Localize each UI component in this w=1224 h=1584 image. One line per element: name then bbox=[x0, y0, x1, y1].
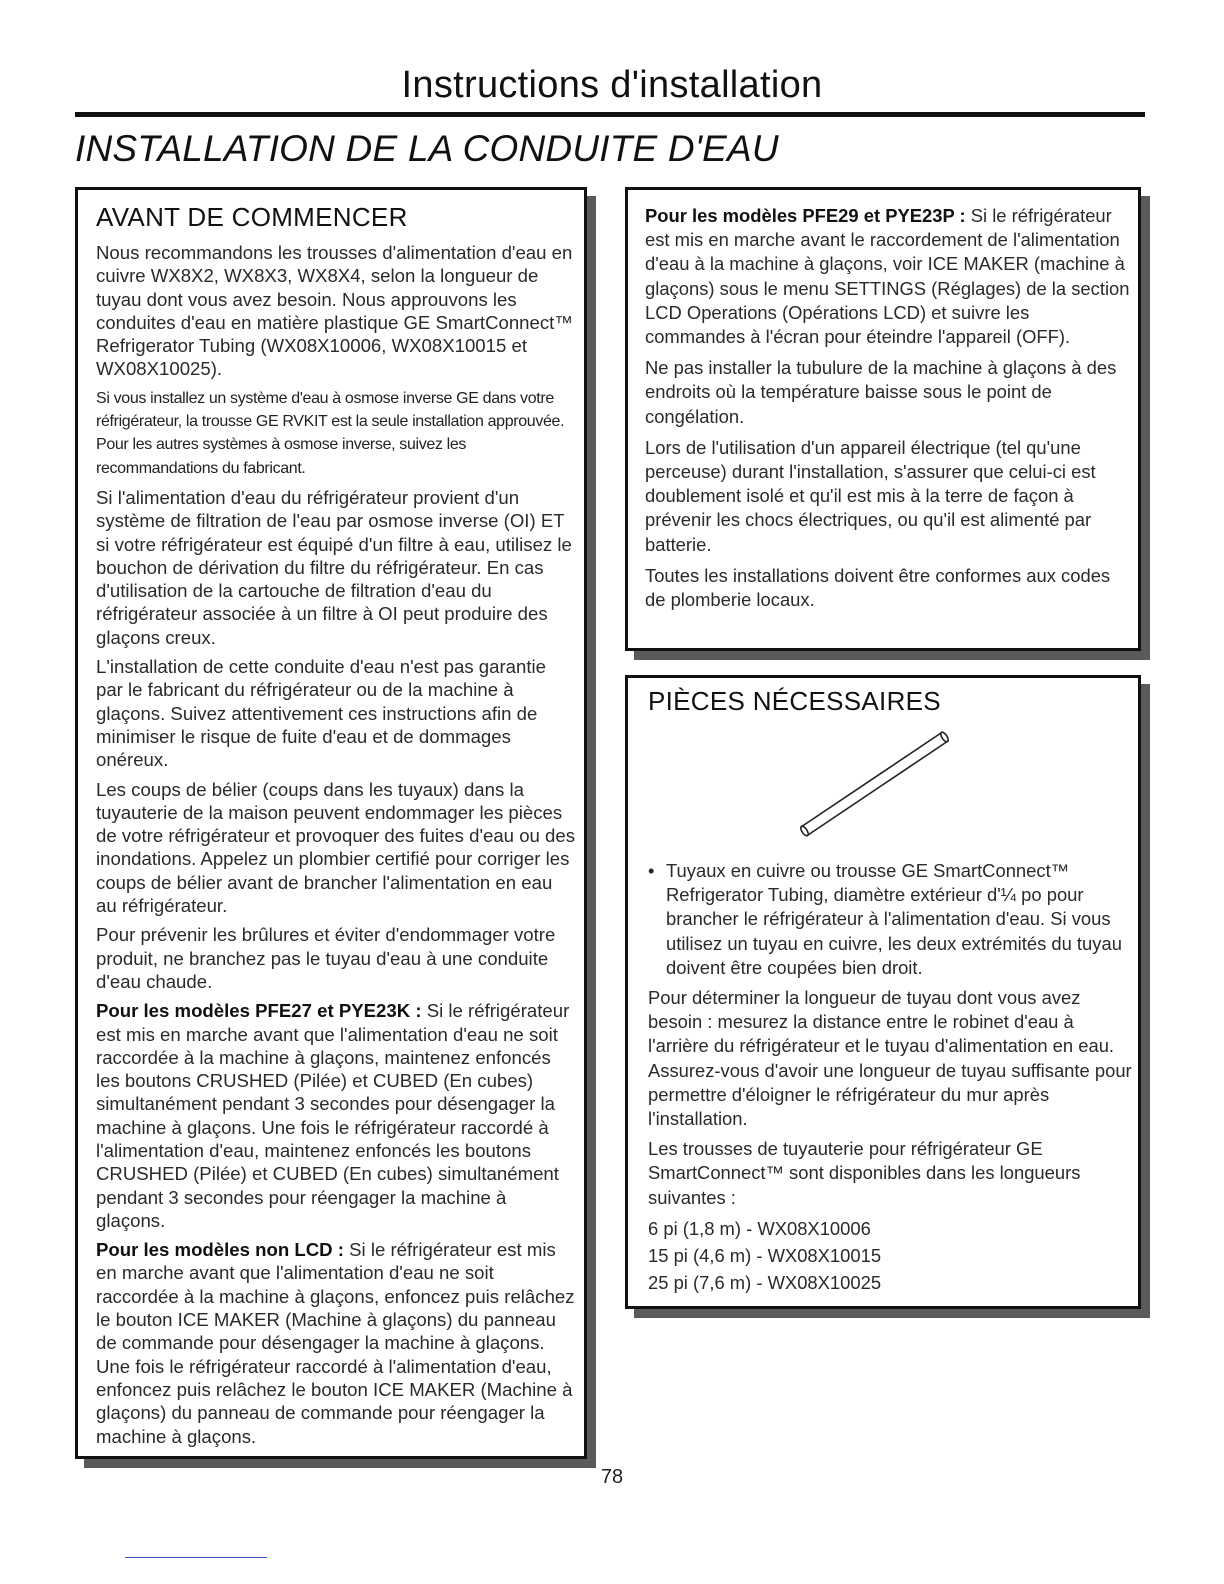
freezing-location-paragraph: Ne pas installer la tubulure de la machine à glaçons à des endroits où la température baisse sous le point de congélation. bbox=[645, 357, 1117, 427]
warranty-paragraph: L'installation de cette conduite d'eau n'est pas garantie par le fabricant du réfrigérateur ou de la machine à glaçons. Suivez attentivement ces instructions afin de minimiser le risque de fuite d'eau et de dommages onéreux. bbox=[96, 656, 546, 771]
non-lcd-label: Pour les modèles non LCD : bbox=[96, 1239, 344, 1261]
recommended-kits-paragraph: Nous recommandons les trousses d'alimentation d'eau en cuivre WX8X2, WX8X3, WX8X4, selon la longueur de tuyau dont vous avez besoin. Nous approuvons les conduites d'eau en matière plastique GE SmartConnect™ Refrigerator Tubing (WX08X10006, WX08X10015 et WX08X10025). bbox=[96, 242, 573, 380]
bullet-marker: • bbox=[648, 860, 655, 881]
tubing-description: Tuyaux en cuivre ou trousse GE SmartConnect™ Refrigerator Tubing, diamètre extérieur d'¼ po pour brancher le réfrigérateur à l'alimentation d'eau. Si vous utilisez un tuyau en cuivre, les deux extrémités du tuyau doivent être coupées bien droit. bbox=[666, 860, 1122, 978]
pfe27-pye23k-label: Pour les modèles PFE27 et PYE23K : bbox=[96, 1000, 422, 1022]
reverse-osmosis-kit-paragraph: Si vous installez un système d'eau à osmose inverse GE dans votre réfrigérateur, la trousse GE RVKIT est la seule installation approuvée. Pour les autres systèmes à osmose inverse, suivez les recommandations du fabricant. bbox=[96, 389, 565, 477]
footer-rule bbox=[125, 1557, 267, 1558]
tube-length-paragraph: Pour déterminer la longueur de tuyau dont vous avez besoin : mesurez la distance entre le robinet d'eau à l'arrière du réfrigérateur et le tuyau d'alimentation en eau. Assurez-vous d'avoir une longueur de tuyau suffisante pour permettre d'éloigner le réfrigérateur du mur après l'installation. bbox=[648, 987, 1132, 1130]
filter-bypass-paragraph: Si l'alimentation d'eau du réfrigérateur provient d'un système de filtration de l'eau par osmose inverse (OI) ET si votre réfrigérateur est équipé d'un filtre à eau, utilisez le bouchon de dérivation du filtre du réfrigérateur. En cas d'utilisation de la cartouche de filtration d'eau du réfrigérateur associée à un filtre à OI peut produire des glaçons creux. bbox=[96, 486, 572, 648]
parts-needed-box bbox=[625, 675, 1141, 1309]
before-you-begin-box bbox=[75, 187, 587, 1459]
kit-length-line: 6 pi (1,8 m) - WX08X10006 bbox=[648, 1217, 871, 1239]
before-you-begin-heading: AVANT DE COMMENCER bbox=[96, 202, 408, 232]
pfe29-pye23p-paragraph bbox=[645, 204, 1132, 349]
kit-lengths-intro: Les trousses de tuyauterie pour réfrigérateur GE SmartConnect™ sont disponibles dans les longueurs suivantes : bbox=[648, 1138, 1081, 1208]
pfe27-pye23k-text: Si le réfrigérateur est mis en marche avant que l'alimentation d'eau ne soit raccordée à la machine à glaçons, maintenez enfoncés les boutons CRUSHED (Pilée) et CUBED (En cubes) simultanément pendant 3 secondes pour désengager la machine à glaçons. Une fois le réfrigérateur raccordé à l'alimentation d'eau, maintenez enfoncés les boutons CRUSHED (Pilée) et CUBED (En cubes) simultanément pendant 3 secondes pour réengager la machine à glaçons. bbox=[96, 1000, 570, 1231]
pfe29-pye23p-text: Si le réfrigérateur est mis en marche avant le raccordement de l'alimentation d'eau à la machine à glaçons, voir ICE MAKER (machine à glaçons) sous le menu SETTINGS (Réglages) de la section LCD Operations (Opérations LCD) et suivre les commandes à l'écran pour éteindre l'appareil (OFF). bbox=[645, 205, 1130, 348]
electrical-safety-paragraph: Lors de l'utilisation d'un appareil électrique (tel qu'une perceuse) durant l'installation, s'assurer que celui-ci est doublement isolé et qu'il est mis à la terre de façon à prévenir les chocs électriques, ou qu'il est alimenté par batterie. bbox=[645, 436, 1096, 555]
page-header-title: Instructions d'installation bbox=[401, 64, 823, 106]
kit-length-line: 15 pi (4,6 m) - WX08X10015 bbox=[648, 1244, 882, 1266]
tubing-list-item bbox=[648, 859, 1132, 980]
non-lcd-paragraph bbox=[96, 1238, 576, 1448]
tubing-icon bbox=[790, 721, 960, 845]
non-lcd-text: Si le réfrigérateur est mis en marche avant que l'alimentation d'eau ne soit raccordée à la machine à glaçons, enfoncez puis relâchez le bouton ICE MAKER (Machine à glaçons) du panneau de commande pour désengager la machine à glaçons. Une fois le réfrigérateur raccordé à l'alimentation d'eau, enfoncez puis relâchez le bouton ICE MAKER (Machine à glaçons) du panneau de commande pour réengager la machine à glaçons. bbox=[96, 1239, 575, 1447]
plumbing-codes-paragraph: Toutes les installations doivent être conformes aux codes de plomberie locaux. bbox=[645, 564, 1111, 611]
lcd-models-box bbox=[625, 187, 1141, 651]
water-hammer-paragraph: Les coups de bélier (coups dans les tuyaux) dans la tuyauterie de la maison peuvent endommager les pièces de votre réfrigérateur et provoquer des fuites d'eau ou des inondations. Appelez un plombier certifié pour corriger les coups de bélier avant de brancher l'alimentation en eau au réfrigérateur. bbox=[96, 778, 576, 917]
hot-water-warning-paragraph: Pour prévenir les brûlures et éviter d'endommager votre produit, ne branchez pas le tuyau d'eau à une conduite d'eau chaude. bbox=[96, 924, 556, 992]
pfe27-pye23k-paragraph bbox=[96, 999, 576, 1232]
page-number: 78 bbox=[600, 1466, 624, 1488]
header-rule bbox=[75, 112, 1145, 117]
section-title: INSTALLATION DE LA CONDUITE D'EAU bbox=[75, 128, 779, 169]
pfe29-pye23p-label: Pour les modèles PFE29 et PYE23P : bbox=[645, 205, 966, 226]
kit-length-line: 25 pi (7,6 m) - WX08X10025 bbox=[648, 1271, 882, 1293]
parts-needed-heading: PIÈCES NÉCESSAIRES bbox=[648, 686, 941, 716]
